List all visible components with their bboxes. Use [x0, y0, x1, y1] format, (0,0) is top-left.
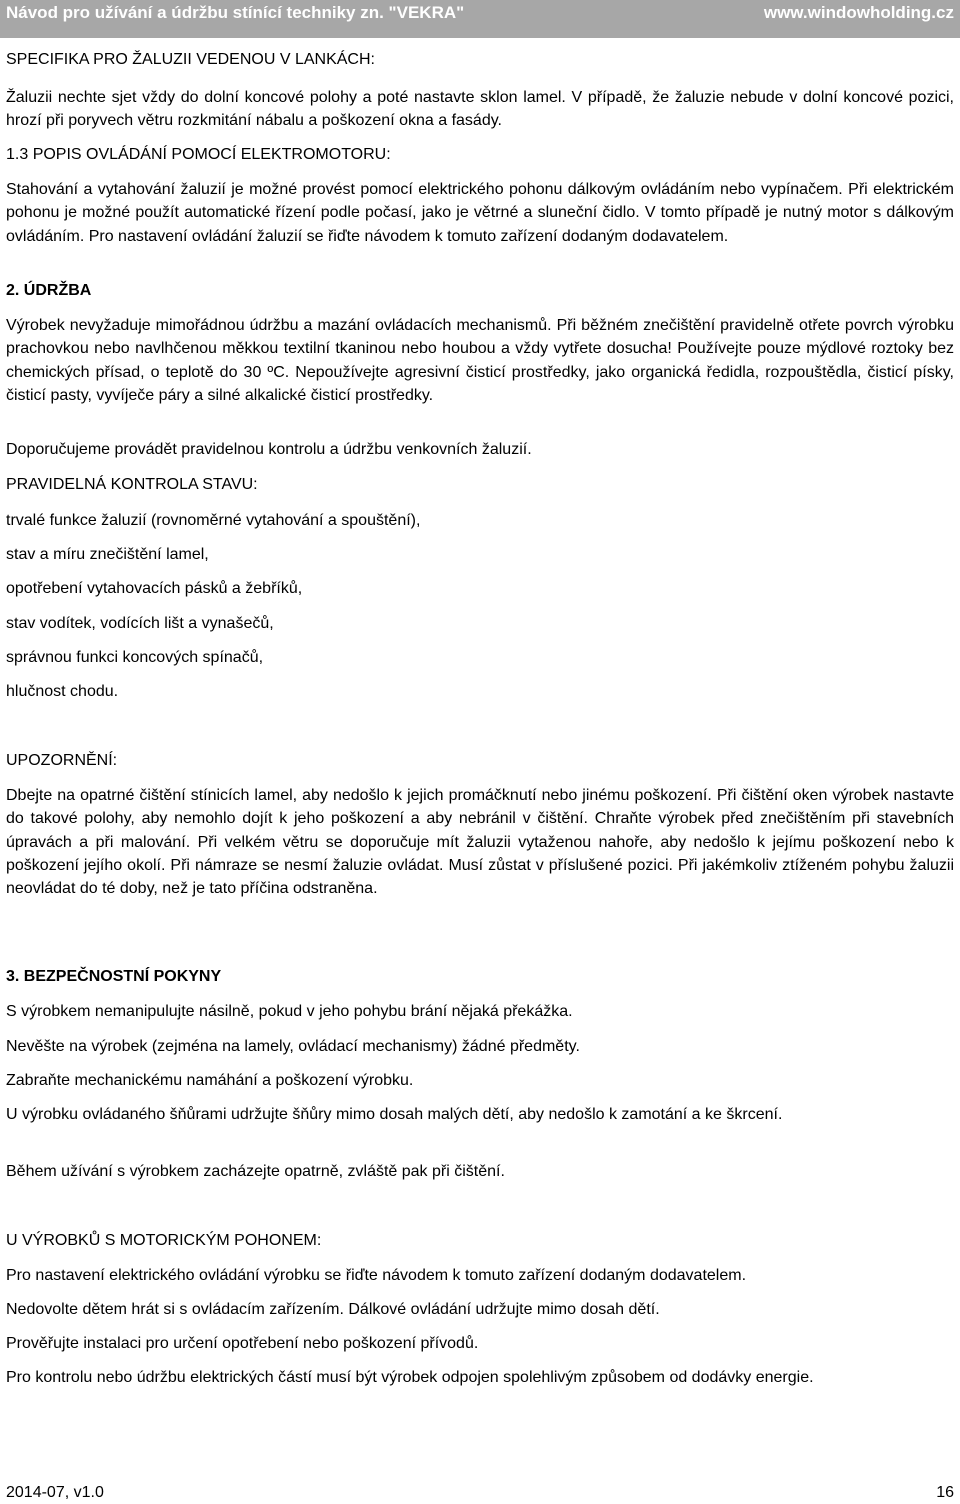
udrzba-recommendation: Doporučujeme provádět pravidelnou kontrolu a údržbu venkovních žaluzií.	[6, 441, 532, 458]
kontrola-item: hlučnost chodu.	[6, 683, 119, 700]
kontrola-item: stav a míru znečištění lamel,	[6, 546, 209, 563]
document-version: 2014-07, v1.0	[6, 1484, 104, 1501]
lanka-heading: SPECIFIKA PRO ŽALUZII VEDENOU V LANKÁCH:	[6, 51, 375, 68]
page-number: 16	[936, 1484, 954, 1501]
pohon-item: Nedovolte dětem hrát si s ovládacím zařízením. Dálkové ovládání udržujte mimo dosah dětí.	[6, 1301, 660, 1318]
bezpecnost-item: Zabraňte mechanickému namáhání a poškození výrobku.	[6, 1072, 414, 1089]
udrzba-text: Výrobek nevyžaduje mimořádnou údržbu a mazání ovládacích mechanismů. Při běžném znečištění pravidelně otřete povrch výrobku prachovkou nebo navlhčenou měkkou textilní tkaninou nebo houbou a vždy vytřete dosucha! Používejte pouze mýdlové roztoky bez chemických přísad, o teplotě do 30 ºC. Nepoužívejte agresivní čisticí prostředky, jako organická ředidla, rozpouštědla, čisticí písky, čisticí pasty, vyvíječe páry a silné alkalické čisticí prostředky.	[6, 317, 954, 404]
udrzba-heading: 2. ÚDRŽBA	[6, 282, 92, 299]
kontrola-item: trvalé funkce žaluzií (rovnoměrné vytahování a spouštění),	[6, 512, 421, 529]
kontrola-item: správnou funkci koncových spínačů,	[6, 649, 264, 666]
motor-text: Stahování a vytahování žaluzií je možné provést pomocí elektrického pohonu dálkovým ovládáním nebo vypínačem. Při elektrickém pohonu je možné použít automatické řízení podle počasí, jako je větrné a sluneční čidlo. V tomto případě je nutný motor s dálkovým ovládáním. Pro nastavení ovládání žaluzií se řiďte návodem k tomuto zařízení dodaným dodavatelem.	[6, 181, 954, 245]
bezpecnost-item: U výrobku ovládaného šňůrami udržujte šňůry mimo dosah malých dětí, aby nedošlo k zamotání a ke škrcení.	[6, 1106, 783, 1123]
bezpecnost-item: Během užívání s výrobkem zacházejte opatrně, zvláště pak při čištění.	[6, 1163, 505, 1180]
pohon-heading: U VÝROBKŮ S MOTORICKÝM POHONEM:	[6, 1232, 322, 1249]
bezpecnost-heading: 3. BEZPEČNOSTNÍ POKYNY	[6, 968, 222, 985]
bezpecnost-item: S výrobkem nemanipulujte násilně, pokud v jeho pohybu brání nějaká překážka.	[6, 1003, 573, 1020]
upozorneni-heading: UPOZORNĚNÍ:	[6, 752, 118, 769]
kontrola-heading: PRAVIDELNÁ KONTROLA STAVU:	[6, 476, 258, 493]
website-link[interactable]: www.windowholding.cz	[763, 3, 954, 22]
pohon-item: Prověřujte instalaci pro určení opotřebení nebo poškození přívodů.	[6, 1335, 479, 1352]
bezpecnost-item: Nevěšte na výrobek (zejména na lamely, ovládací mechanismy) žádné předměty.	[6, 1038, 580, 1055]
lanka-text: Žaluzii nechte sjet vždy do dolní koncové polohy a poté nastavte sklon lamel. V případě, že žaluzie nebude v dolní koncové pozici, hrozí při poryvech větru rozkmitání nábalu a poškození okna a fasády.	[6, 89, 954, 130]
kontrola-item: stav vodítek, vodících lišt a vynašečů,	[6, 615, 274, 632]
pohon-item: Pro nastavení elektrického ovládání výrobku se řiďte návodem k tomuto zařízení dodaným dodavatelem.	[6, 1267, 747, 1284]
motor-heading: 1.3 POPIS OVLÁDÁNÍ POMOCÍ ELEKTROMOTORU:	[6, 146, 391, 163]
document-title: Návod pro užívání a údržbu stínící techniky zn. "VEKRA"	[6, 3, 465, 22]
upozorneni-text: Dbejte na opatrné čištění stínicích lamel, aby nedošlo k jejich promáčknutí nebo jinému poškození. Při čištění oken výrobek nastavte do takové polohy, aby nemohlo dojít k jeho poškození a aby nebránil v čištění. Chraňte výrobek před znečištěním při stavebních úpravách a při malování. Při velkém větru se doporučuje mít žaluzii vytaženou nahoře, aby nedošlo k jejímu poškození nebo k poškození jejího okolí. Při námraze se nesmí žaluzie ovládat. Musí zůstat v příslušené pozici. Při jakémkoliv ztíženém pohybu žaluzii neovládat do té doby, než je tato příčina odstraněna.	[6, 787, 954, 898]
pohon-item: Pro kontrolu nebo údržbu elektrických částí musí být výrobek odpojen spolehlivým způsobem od dodávky energie.	[6, 1369, 814, 1386]
kontrola-item: opotřebení vytahovacích pásků a žebříků,	[6, 580, 303, 597]
page-header	[0, 0, 960, 38]
